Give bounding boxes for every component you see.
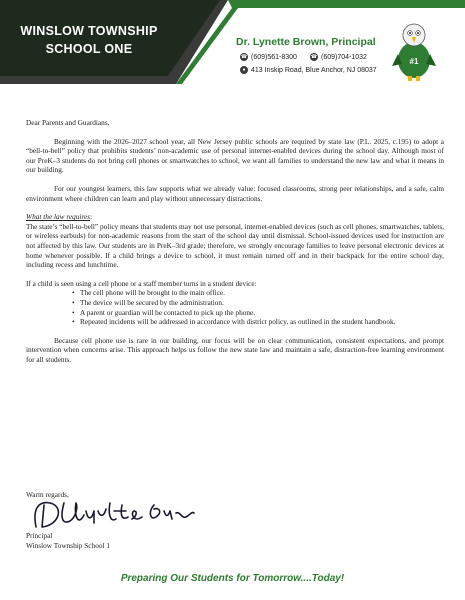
principal-name: Dr. Lynette Brown, Principal	[236, 36, 376, 48]
fax-icon: ☎	[310, 54, 318, 60]
fax-number: (609)704-1032	[321, 53, 367, 61]
law-heading-text: What the law requires	[26, 212, 91, 222]
procedure-list	[72, 288, 444, 326]
list-item: • Repeated incidents will be addressed in accordance with district policy, as outlined in the student handbook.	[72, 317, 444, 327]
letter-body	[26, 118, 444, 364]
eagle-mascot-icon	[390, 20, 438, 82]
phone-icon: ☎	[240, 54, 248, 60]
fax-contact	[310, 53, 367, 61]
paragraph-device-use: If a child is seen using a cell phone or a staff member turns in a student device:	[26, 278, 257, 288]
signer-school: Winslow Township School 1	[26, 540, 110, 550]
list-item: • The cell phone will be brought to the main office.	[72, 288, 444, 298]
paragraph-closing: Because cell phone use is rare in our building, our focus will be on clear communication, consistent expectations, and prompt intervention when concerns arise. This approach helps us follow the new state law and maintain a safe, distraction-free learning environment for all students.	[26, 335, 444, 364]
letterhead	[0, 0, 465, 95]
school-name-line1: WINSLOW TOWNSHIP	[20, 24, 158, 38]
paragraph-values: For our youngest learners, this law supports what we already value: focused classrooms, strong peer relationships, and a safe, calm environment where children can learn and play without unnecessary distractions.	[26, 183, 444, 203]
mascot-badge-text: #1	[409, 57, 419, 66]
salutation: Dear Parents and Guardians,	[26, 118, 110, 127]
paragraph-law: The state’s “bell-to-bell” policy means that students may not use personal, internet-enabled devices (such as cell phones, smartwatches, tablets, or wireless earbuds) for non-academic reasons from the start of the school day until dismissal. School-issued devices used for instruction are not affected by this law. Our students are in PreK–3rd grade; therefore, we strongly encourage families to leave personal electronic devices at home whenever possible. If a child brings a device to school, it must remain turned off and in their backpack for the entire school day, including recess and lunchtime.	[26, 221, 444, 270]
handwritten-signature	[30, 497, 200, 533]
address-contact	[240, 66, 377, 74]
paragraph-intro: Beginning with the 2026–2027 school year, all New Jersey public schools are required by state law (P.L. 2025, c.195) to adopt a “bell-to-bell” policy that prohibits students’ non-academic use of personal internet-enabled devices during the school day. Although most of our PreK–3 students do not bring cell phones or smartwatches to school, we want all families to understand the new law and what it means in our building.	[26, 136, 444, 175]
signer-role: Principal	[26, 531, 53, 540]
phone-contact	[240, 53, 297, 61]
list-item: • The device will be secured by the administration.	[72, 298, 444, 308]
closing-line: Warm regards,	[26, 490, 69, 499]
school-name	[14, 22, 164, 58]
footer-tagline: Preparing Our Students for Tomorrow....Today!	[120, 573, 345, 584]
location-pin-icon: ●	[240, 66, 248, 74]
list-item: • A parent or guardian will be contacted to pick up the phone.	[72, 308, 444, 318]
address-text: 413 Inskip Road, Blue Anchor, NJ 08037	[251, 66, 377, 74]
signature-block	[26, 531, 110, 550]
phone-number: (609)561-8300	[251, 53, 297, 61]
school-name-line2: SCHOOL ONE	[45, 42, 133, 56]
law-heading: What the law requires:	[26, 212, 93, 222]
